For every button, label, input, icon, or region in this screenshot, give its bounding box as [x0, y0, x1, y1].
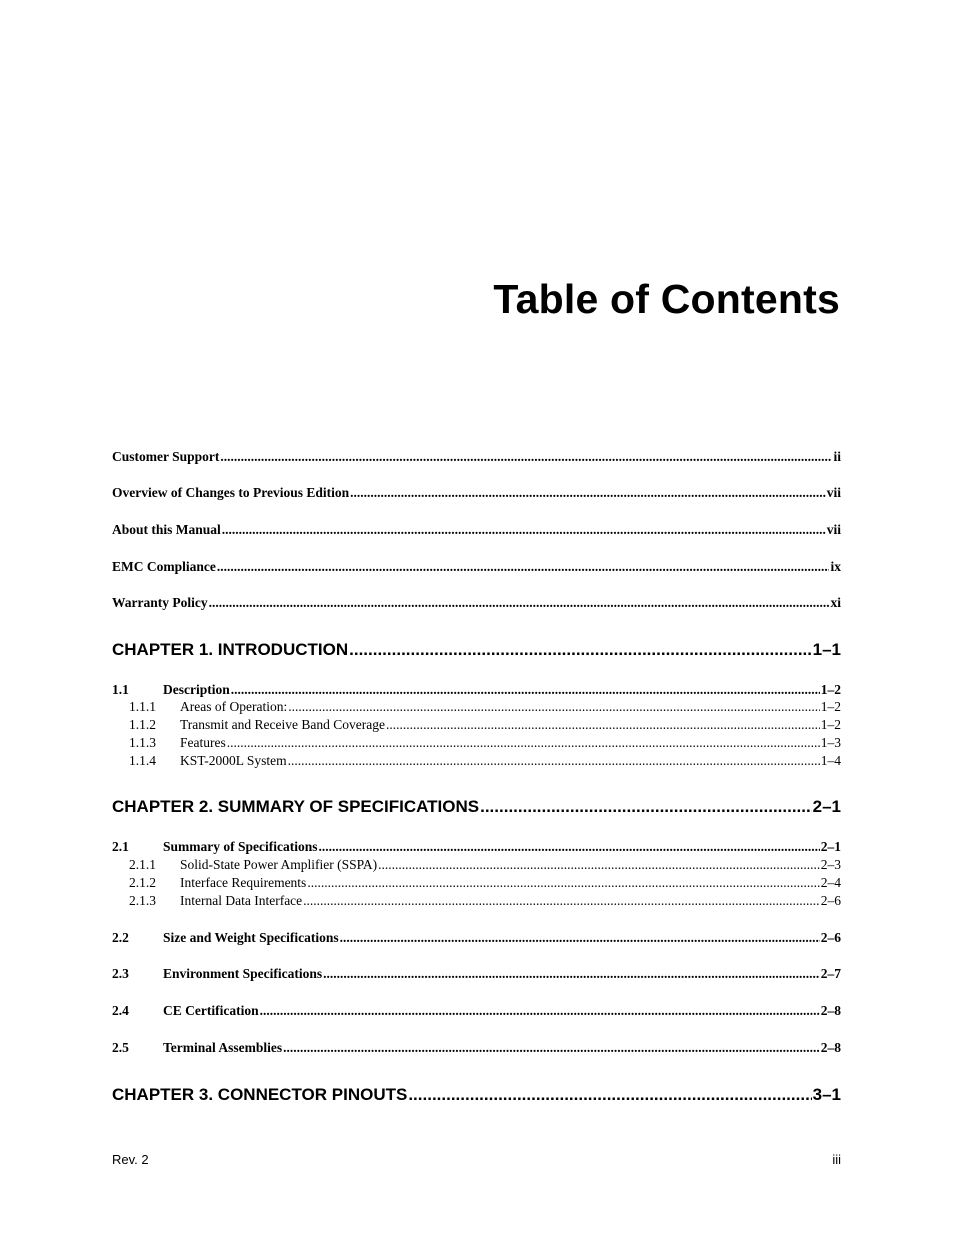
- toc-section-2-2[interactable]: [112, 930, 841, 946]
- toc-subsection-label: Interface Requirements: [180, 875, 307, 890]
- footer-page-number: iii: [832, 1152, 841, 1167]
- toc-section-2-1[interactable]: [112, 839, 841, 855]
- toc-page-number: 1–3: [820, 735, 841, 750]
- toc-page-number: xi: [830, 595, 841, 610]
- toc-section-1-1[interactable]: [112, 682, 841, 698]
- dot-leader: [227, 735, 820, 751]
- toc-chapter-1[interactable]: [112, 640, 841, 660]
- toc-section-number: 2.3: [112, 966, 129, 981]
- toc-subsection-label: KST-2000L System: [180, 753, 287, 768]
- toc-page-number: 3–1: [812, 1085, 841, 1104]
- toc-subsection-1-1-2[interactable]: [112, 717, 841, 733]
- toc-subsection-2-1-1[interactable]: [112, 857, 841, 873]
- toc-chapter-label: CHAPTER 1. INTRODUCTION: [112, 640, 349, 659]
- toc-entry-warranty-policy[interactable]: [112, 595, 841, 611]
- toc-subsection-1-1-4[interactable]: [112, 753, 841, 769]
- dot-leader: [288, 699, 820, 715]
- toc-page-number: vii: [826, 522, 841, 537]
- toc-section-label: Terminal Assemblies: [163, 1040, 283, 1055]
- toc-chapter-label: CHAPTER 2. SUMMARY OF SPECIFICATIONS: [112, 797, 480, 816]
- toc-section-label: Size and Weight Specifications: [163, 930, 339, 945]
- toc-subsection-1-1-1[interactable]: [112, 699, 841, 715]
- toc-entry-label: About this Manual: [112, 522, 221, 537]
- toc-page-number: ii: [833, 449, 841, 464]
- dot-leader: [209, 595, 830, 611]
- toc-section-number: 1.1: [112, 682, 129, 697]
- toc-subsection-label: Solid-State Power Amplifier (SSPA): [180, 857, 378, 872]
- toc-subsection-1-1-3[interactable]: [112, 735, 841, 751]
- dot-leader: [307, 875, 819, 891]
- dot-leader: [288, 753, 820, 769]
- toc-section-label: Description: [163, 682, 230, 697]
- dot-leader: [217, 559, 830, 575]
- toc-page-number: 1–2: [820, 682, 841, 697]
- dot-leader: [350, 485, 826, 501]
- dot-leader: [220, 449, 832, 465]
- toc-page-number: 2–7: [820, 966, 841, 981]
- toc-subsection-label: Internal Data Interface: [180, 893, 303, 908]
- toc-entry-label: EMC Compliance: [112, 559, 216, 574]
- dot-leader: [340, 930, 820, 946]
- toc-subsection-number: 1.1.3: [129, 735, 156, 750]
- toc-subsection-label: Transmit and Receive Band Coverage: [180, 717, 385, 732]
- toc-section-label: Environment Specifications: [163, 966, 323, 981]
- dot-leader: [260, 1003, 820, 1019]
- toc-subsection-label: Areas of Operation:: [180, 699, 288, 714]
- dot-leader: [349, 640, 812, 660]
- toc-page-number: 2–1: [820, 839, 841, 854]
- toc-chapter-3[interactable]: [112, 1085, 841, 1105]
- dot-leader: [323, 966, 820, 982]
- dot-leader: [231, 682, 820, 698]
- dot-leader: [319, 839, 820, 855]
- toc-page-number: 2–3: [820, 857, 841, 872]
- toc-page-number: vii: [826, 485, 841, 500]
- toc-section-number: 2.2: [112, 930, 129, 945]
- dot-leader: [222, 522, 826, 538]
- toc-chapter-2[interactable]: [112, 797, 841, 817]
- toc-page-number: 2–6: [820, 930, 841, 945]
- toc-subsection-number: 1.1.4: [129, 753, 156, 768]
- toc-page-number: ix: [830, 559, 841, 574]
- page-title: Table of Contents: [493, 276, 840, 322]
- toc-subsection-2-1-3[interactable]: [112, 893, 841, 909]
- toc-page-number: 2–4: [820, 875, 841, 890]
- dot-leader: [378, 857, 820, 873]
- toc-section-label: CE Certification: [163, 1003, 259, 1018]
- toc-subsection-number: 2.1.1: [129, 857, 156, 872]
- dot-leader: [386, 717, 820, 733]
- toc-subsection-number: 2.1.2: [129, 875, 156, 890]
- toc-page-number: 1–1: [812, 640, 841, 659]
- dot-leader: [408, 1085, 811, 1105]
- toc-entry-label: Customer Support: [112, 449, 220, 464]
- toc-section-2-4[interactable]: [112, 1003, 841, 1019]
- toc-entry-label: Warranty Policy: [112, 595, 208, 610]
- footer-revision: Rev. 2: [112, 1152, 149, 1167]
- toc-section-2-5[interactable]: [112, 1040, 841, 1056]
- toc-entry-overview-of-changes[interactable]: [112, 485, 841, 501]
- toc-subsection-number: 2.1.3: [129, 893, 156, 908]
- toc-subsection-number: 1.1.2: [129, 717, 156, 732]
- toc-page-number: 1–2: [820, 699, 841, 714]
- toc-section-2-3[interactable]: [112, 966, 841, 982]
- toc-section-number: 2.5: [112, 1040, 129, 1055]
- toc-subsection-2-1-2[interactable]: [112, 875, 841, 891]
- toc-subsection-label: Features: [180, 735, 226, 750]
- toc-page-number: 2–8: [820, 1040, 841, 1055]
- toc-entry-about-this-manual[interactable]: [112, 522, 841, 538]
- dot-leader: [480, 797, 812, 817]
- toc-entry-customer-support[interactable]: [112, 449, 841, 465]
- toc-section-label: Summary of Specifications: [163, 839, 318, 854]
- toc-entry-label: Overview of Changes to Previous Edition: [112, 485, 350, 500]
- toc-chapter-label: CHAPTER 3. CONNECTOR PINOUTS: [112, 1085, 408, 1104]
- toc-section-number: 2.1: [112, 839, 129, 854]
- toc-page-number: 2–1: [812, 797, 841, 816]
- toc-entry-emc-compliance[interactable]: [112, 559, 841, 575]
- toc-page-number: 2–6: [820, 893, 841, 908]
- dot-leader: [303, 893, 820, 909]
- toc-page-number: 1–2: [820, 717, 841, 732]
- toc-section-number: 2.4: [112, 1003, 129, 1018]
- dot-leader: [283, 1040, 820, 1056]
- toc-page-number: 2–8: [820, 1003, 841, 1018]
- toc-subsection-number: 1.1.1: [129, 699, 156, 714]
- toc-page-number: 1–4: [820, 753, 841, 768]
